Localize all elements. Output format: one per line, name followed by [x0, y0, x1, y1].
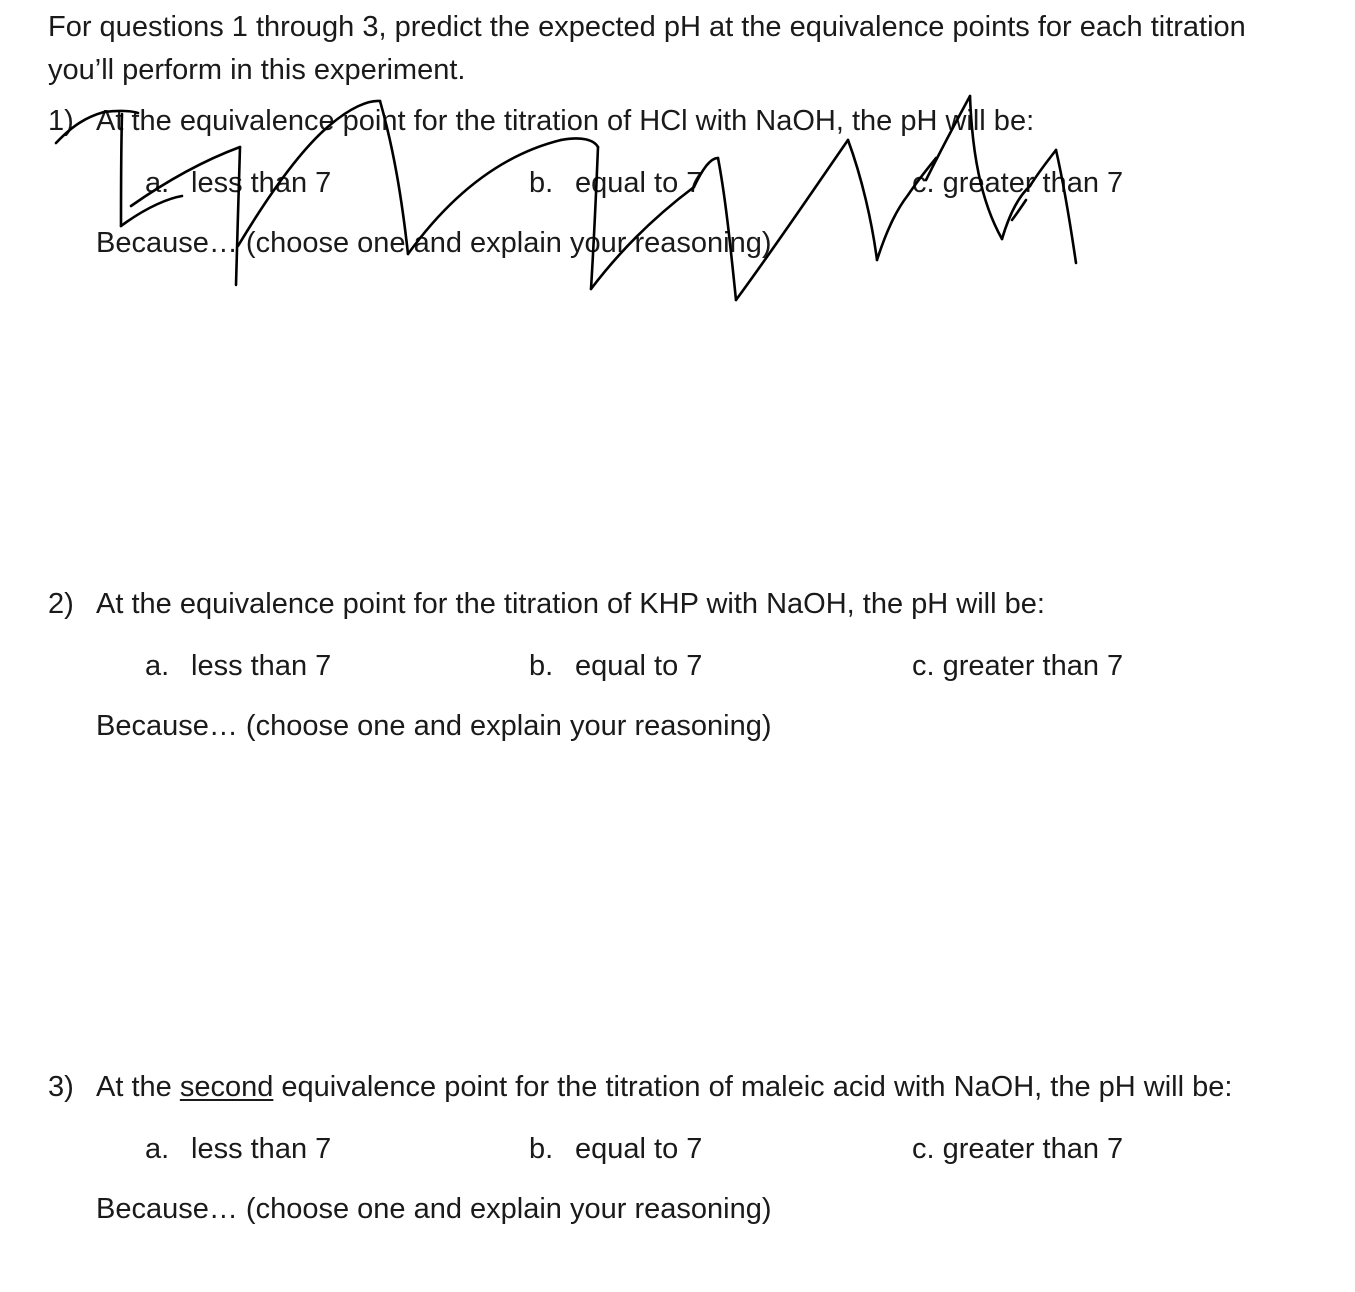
question-1-line — [48, 101, 1338, 141]
question-1-option-b[interactable] — [529, 163, 702, 203]
question-2-number: 2) — [48, 588, 74, 620]
intro-text: For questions 1 through 3, predict the expected pH at the equivalence points for each titration you’ll perform in this experiment. — [48, 11, 1246, 86]
question-3-text — [96, 1067, 1232, 1107]
option-b-letter: b. — [529, 167, 554, 199]
question-3 — [48, 1067, 1338, 1229]
question-2-option-b[interactable] — [529, 646, 702, 686]
question-1-number: 1) — [48, 105, 74, 137]
question-1-text-before: At the equivalence point for the titration of HCl with NaOH, the pH will be: — [96, 105, 1035, 137]
question-2-option-a[interactable] — [145, 646, 331, 686]
question-2-options — [48, 646, 1338, 686]
option-a-letter: a. — [145, 1133, 170, 1165]
question-3-underlined: second — [179, 1071, 274, 1103]
question-1-text — [96, 101, 1034, 141]
question-2-option-c[interactable]: c. greater than 7 — [912, 650, 1124, 682]
question-3-because: Because… (choose one and explain your reasoning) — [96, 1193, 772, 1225]
question-2-text — [96, 584, 1045, 624]
option-a-text: less than 7 — [191, 650, 332, 682]
question-3-option-c[interactable]: c. greater than 7 — [912, 1133, 1124, 1165]
question-3-text-after: equivalence point for the titration of maleic acid with NaOH, the pH will be: — [273, 1071, 1233, 1103]
question-2-text-before: At the equivalence point for the titration of KHP with NaOH, the pH will be: — [96, 588, 1045, 620]
question-3-number: 3) — [48, 1071, 74, 1103]
option-a-letter: a. — [145, 167, 170, 199]
question-1-option-c[interactable]: c. greater than 7 — [912, 167, 1124, 199]
question-2-line — [48, 584, 1338, 624]
question-3-options — [48, 1129, 1338, 1169]
option-a-letter: a. — [145, 650, 170, 682]
question-1-option-a[interactable] — [145, 163, 331, 203]
question-1-because: Because… (choose one and explain your reasoning) — [96, 227, 772, 259]
option-b-text: equal to 7 — [575, 1133, 703, 1165]
option-a-text: less than 7 — [191, 167, 332, 199]
question-1-options — [48, 163, 1338, 203]
option-a-text: less than 7 — [191, 1133, 332, 1165]
question-3-text-before: At the — [96, 1071, 180, 1103]
question-2 — [48, 584, 1338, 746]
question-2-because: Because… (choose one and explain your reasoning) — [96, 710, 772, 742]
option-b-letter: b. — [529, 650, 554, 682]
question-3-line — [48, 1067, 1338, 1107]
option-b-text: equal to 7 — [575, 650, 703, 682]
option-b-text: equal to 7 — [575, 167, 703, 199]
option-b-letter: b. — [529, 1133, 554, 1165]
question-3-option-b[interactable] — [529, 1129, 702, 1169]
question-3-option-a[interactable] — [145, 1129, 331, 1169]
question-1 — [48, 101, 1338, 263]
